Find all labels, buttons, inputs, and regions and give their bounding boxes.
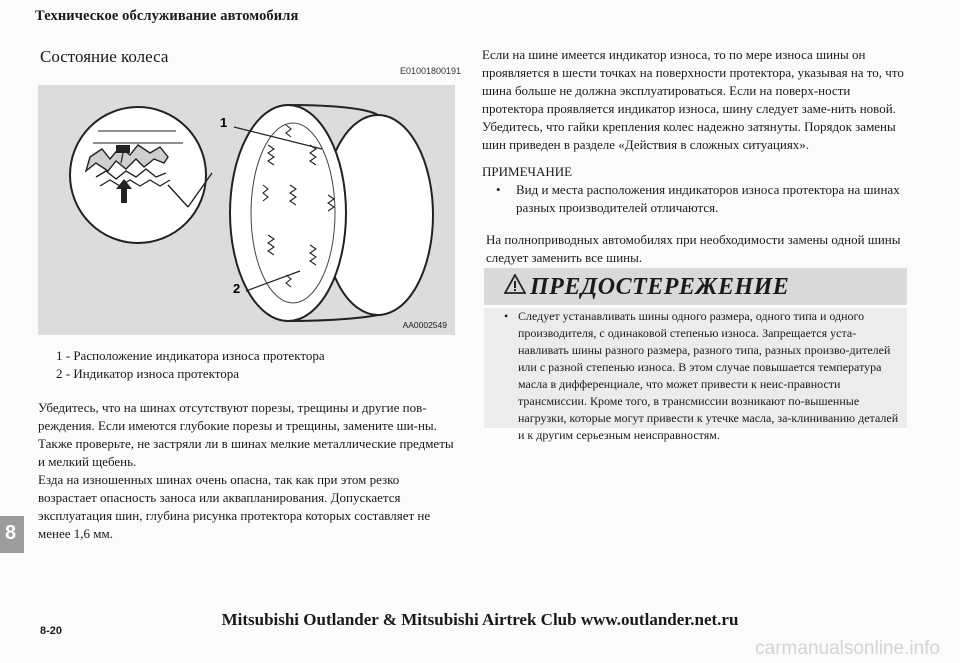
warning-item bbox=[504, 308, 900, 444]
tire-drawing bbox=[230, 105, 433, 321]
note-heading: ПРИМЕЧАНИЕ bbox=[482, 164, 573, 179]
warning-body bbox=[484, 308, 907, 442]
caption-1: 1 - Расположение индикатора износа протектора bbox=[56, 348, 325, 363]
warning-text: Следует устанавливать шины одного размера, одного типа и одного производителя, с одинаковой степенью износа. Запрещается уста-навливать шины разного размера, разного типа, разных произво-дителей или с разной степенью износа. В этом случае повышается температура масла в дифференциале, что может привести к неис-правности трансмиссии. Кроме того, в трансмиссии возникают по-вышенные нагрузки, которые могут привести к утечке масла, за-клиниванию деталей и к другим серьезным неисправностям. bbox=[518, 309, 899, 442]
watermark: carmanualsonline.info bbox=[755, 638, 940, 659]
left-column-text bbox=[38, 399, 458, 543]
bullet-icon: • bbox=[496, 182, 501, 197]
warning-title: ПРЕДОСТЕРЕЖЕНИЕ bbox=[530, 274, 790, 300]
paragraph-worn-tires: Езда на изношенных шинах очень опасна, так как при этом резко возрастает опасность заноса или аквапланирования. Допускается эксплуатация шин, глубина рисунка протектора которых составляет не менее 1,6 мм. bbox=[38, 472, 431, 541]
page-header-title: Техническое обслуживание автомобиля bbox=[35, 8, 299, 24]
right-column-text bbox=[482, 46, 910, 267]
warning-box bbox=[484, 268, 907, 442]
figure-code: AA0002549 bbox=[402, 320, 447, 330]
section-code: E01001800191 bbox=[400, 66, 462, 76]
bullet-icon: • bbox=[504, 309, 509, 323]
tire-illustration bbox=[38, 85, 455, 335]
warning-triangle-icon bbox=[504, 274, 526, 294]
chapter-tab bbox=[0, 516, 24, 553]
chapter-tab-label: 8 bbox=[5, 522, 17, 544]
callout-2: 2 bbox=[233, 281, 241, 296]
note-awd-paragraph: На полноприводных автомобилях при необходимости замены одной шины следует заменить все шины. bbox=[486, 232, 901, 265]
footer-club-text: Mitsubishi Outlander & Mitsubishi Airtrek Club www.outlander.net.ru bbox=[221, 610, 739, 629]
note-item-text: Вид и места расположения индикаторов износа протектора на шинах разных производителей отличаются. bbox=[516, 182, 900, 215]
warning-header bbox=[484, 268, 907, 308]
note-item bbox=[482, 181, 910, 217]
figure-captions bbox=[56, 347, 325, 383]
caption-2: 2 - Индикатор износа протектора bbox=[56, 366, 240, 381]
paragraph-damage-check: Убедитесь, что на шинах отсутствуют порезы, трещины и другие пов-реждения. Если имеются глубокие порезы и трещины, замените ши-ны. Также проверьте, не застряли ли в шинах мелкие металлические предметы и мелкий щебень. bbox=[38, 400, 454, 469]
callout-1: 1 bbox=[220, 115, 228, 130]
page-number: 8-20 bbox=[40, 625, 63, 637]
paragraph-wheel-nuts: Убедитесь, что гайки крепления колес надежно затянуты. Порядок замены шин приведен в разделе «Действия в сложных ситуациях». bbox=[482, 119, 896, 152]
tread-closeup-inset bbox=[70, 107, 212, 243]
section-title: Состояние колеса bbox=[40, 47, 169, 66]
paragraph-wear-indicator: Если на шине имеется индикатор износа, то по мере износа шины он проявляется в шести точках на поверхности протектора, указывая на то, что шина больше не должна эксплуатироваться. Если на поверх-ности протектора проявляется индикатор износа, шину следует заме-нить новой. bbox=[482, 47, 904, 116]
tire-wear-figure bbox=[38, 85, 455, 335]
